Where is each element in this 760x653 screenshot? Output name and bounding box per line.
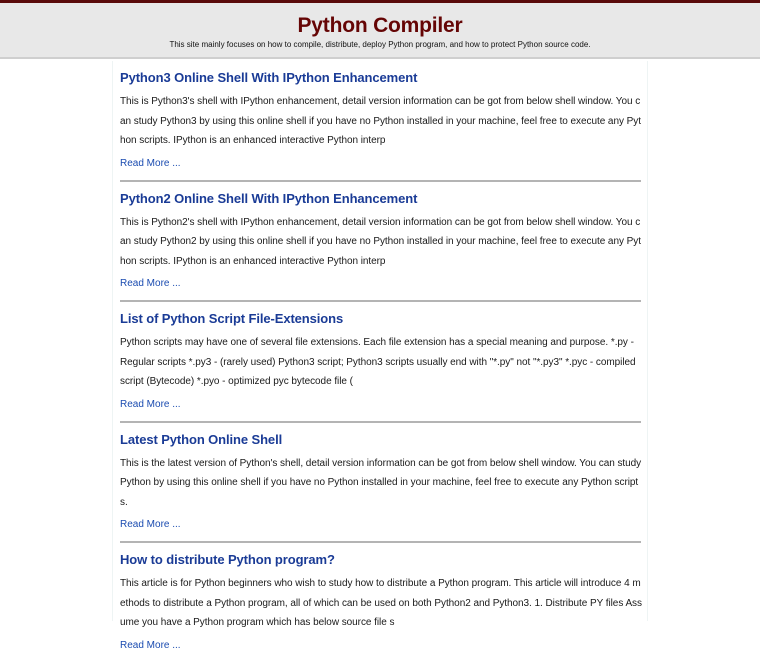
post-excerpt: This is Python2's shell with IPython enhancement, detail version information can be got from below shell window. You can study Python2 by using this online shell if you have no Python installed in your machine, feel free to execute any Python scripts. IPython is an enhanced interactive Python interp	[120, 216, 641, 267]
post-item	[120, 423, 640, 544]
read-more-link[interactable]: Read More ...	[120, 639, 181, 651]
site-header	[0, 3, 760, 59]
post-title-link[interactable]: Python3 Online Shell With IPython Enhancement	[120, 70, 418, 85]
post-excerpt: This article is for Python beginners who wish to study how to distribute a Python program. This article will introduce 4 methods to distribute a Python program, all of which can be used on both Python2 and Python3. 1. Distribute PY files Assume you have a Python program which has below source file s	[120, 578, 642, 628]
post-excerpt: This is the latest version of Python's shell, detail version information can be got from below shell window. You can study Python by using this online shell if you have no Python installed in your machine, feel free to execute any Python scripts.	[120, 457, 642, 508]
post-title-link[interactable]: How to distribute Python program?	[120, 552, 335, 567]
post-excerpt: Python scripts may have one of several file extensions. Each file extension has a special meaning and purpose. *.py - Regular scripts *.py3 - (rarely used) Python3 script; Python3 scripts usually end with "*.py" not "*.py3" *.pyc - compiled script (Bytecode) *.pyo - optimized pyc bytecode file (	[120, 337, 636, 387]
read-more-link[interactable]: Read More ...	[120, 398, 181, 410]
post-excerpt: This is Python3's shell with IPython enhancement, detail version information can be got from below shell window. You can study Python3 by using this online shell if you have no Python installed in your machine, feel free to execute any Python scripts. IPython is an enhanced interactive Python interp	[120, 96, 641, 146]
post-title-link[interactable]: List of Python Script File-Extensions	[120, 311, 344, 326]
post-title-link[interactable]: Latest Python Online Shell	[120, 431, 283, 447]
site-title[interactable]: Python Compiler	[297, 14, 463, 37]
post-item	[120, 182, 640, 303]
post-title-link[interactable]: Python2 Online Shell With IPython Enhancement	[120, 190, 418, 206]
site-tagline: This site mainly focuses on how to compile, distribute, deploy Python program, and how to protect Python source code.	[169, 40, 591, 49]
read-more-link[interactable]: Read More ...	[120, 278, 181, 289]
post-item	[120, 543, 640, 653]
post-item	[120, 61, 640, 182]
post-item	[120, 302, 640, 423]
post-list	[112, 61, 648, 651]
read-more-link[interactable]: Read More ...	[120, 157, 181, 169]
read-more-link[interactable]: Read More ...	[120, 519, 181, 530]
